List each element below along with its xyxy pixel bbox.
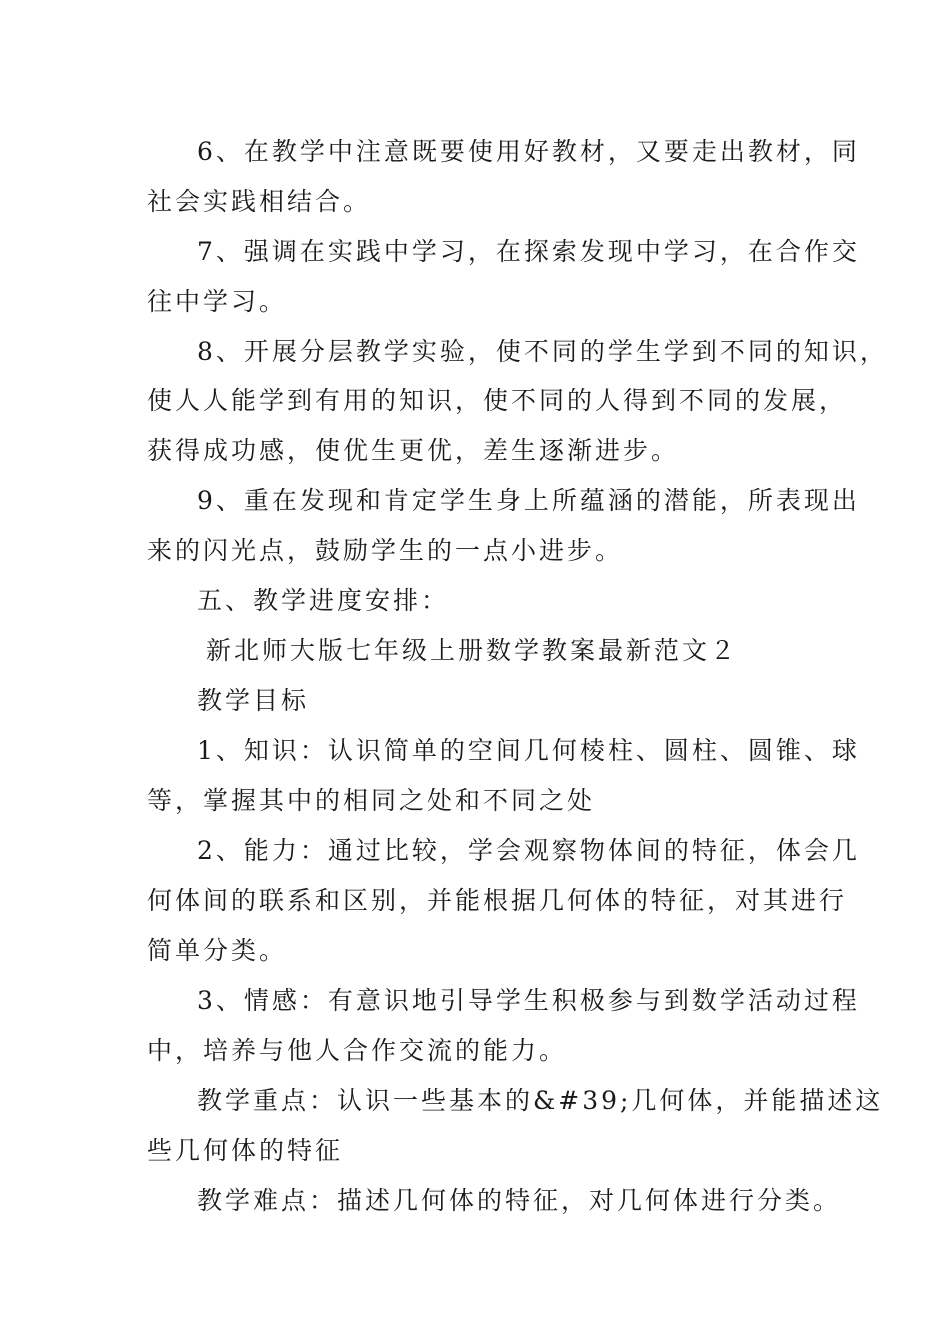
paragraph-6-line-2: 社会实践相结合。 [147, 187, 372, 216]
goal-2-line-3: 简单分类。 [147, 936, 288, 965]
goal-2-line-2: 何体间的联系和区别，并能根据几何体的特征，对其进行 [147, 886, 848, 915]
paragraph-7-line-2: 往中学习。 [147, 287, 288, 316]
paragraph-9-line-2: 来的闪光点，鼓励学生的一点小进步。 [147, 536, 624, 565]
goals-heading: 教学目标 [197, 686, 310, 715]
goal-3-line-1: 3、情感：有意识地引导学生积极参与到数学活动过程 [197, 986, 860, 1015]
paragraph-8-line-2: 使人人能学到有用的知识，使不同的人得到不同的发展， [147, 386, 848, 415]
key-point-line-1: 教学重点：认识一些基本的&#39;几何体，并能描述这 [197, 1086, 884, 1115]
goal-1-line-2: 等，掌握其中的相同之处和不同之处 [147, 786, 596, 815]
section-5-heading: 五、教学进度安排： [197, 586, 450, 615]
goal-1-line-1: 1、知识：认识简单的空间几何棱柱、圆柱、圆锥、球 [197, 736, 860, 765]
paragraph-6-line-1: 6、在教学中注意既要使用好教材，又要走出教材，同 [197, 137, 860, 166]
paragraph-8-line-1: 8、开展分层教学实验，使不同的学生学到不同的知识， [197, 337, 888, 366]
paragraph-9-line-1: 9、重在发现和肯定学生身上所蕴涵的潜能，所表现出 [197, 486, 860, 515]
goal-3-line-2: 中，培养与他人合作交流的能力。 [147, 1036, 568, 1065]
difficulty-line: 教学难点：描述几何体的特征，对几何体进行分类。 [197, 1186, 842, 1215]
paragraph-7-line-1: 7、强调在实践中学习，在探索发现中学习，在合作交 [197, 237, 860, 266]
goal-2-line-1: 2、能力：通过比较，学会观察物体间的特征，体会几 [197, 836, 860, 865]
paragraph-8-line-3: 获得成功感，使优生更优，差生逐渐进步。 [147, 436, 680, 465]
key-point-line-2: 些几何体的特征 [147, 1136, 344, 1165]
lesson-title: 新北师大版七年级上册数学教案最新范文２ [206, 636, 739, 665]
